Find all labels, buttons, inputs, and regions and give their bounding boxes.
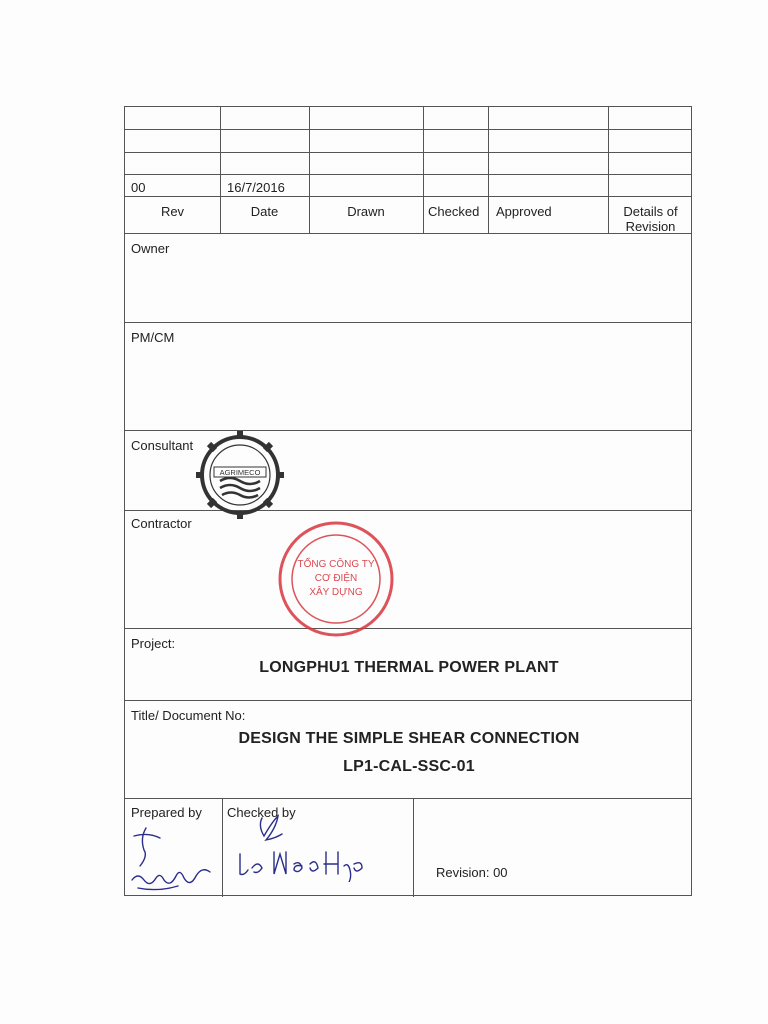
consultant-label: Consultant: [131, 438, 194, 453]
document-number: LP1-CAL-SSC-01: [343, 758, 475, 775]
rev-value: 00: [131, 180, 146, 195]
checked-by-label: Checked by: [227, 805, 296, 820]
table-rule: [125, 152, 691, 153]
date-value: 16/7/2016: [227, 180, 285, 195]
logo-text: AGRIMECO: [219, 468, 261, 477]
section-rule: [125, 700, 691, 701]
seal-line2: CƠ ĐIỆN: [314, 573, 358, 584]
company-seal-icon: [276, 519, 396, 639]
revision-number: Revision: 00: [436, 865, 508, 880]
table-rule: [125, 233, 691, 234]
contractor-label: Contractor: [131, 516, 192, 531]
prepared-signature-icon: [128, 822, 223, 902]
pmcm-label: PM/CM: [131, 330, 175, 345]
header-drawn: Drawn: [347, 204, 385, 219]
section-rule: [125, 628, 691, 629]
header-rev: Rev: [160, 204, 185, 219]
section-rule: [125, 798, 691, 799]
owner-label: Owner: [131, 241, 170, 256]
table-rule: [488, 107, 489, 233]
header-details-line1: Details of: [623, 204, 678, 219]
table-rule: [125, 129, 691, 130]
header-details-line2: Revision: [625, 219, 676, 234]
header-approved: Approved: [496, 204, 552, 219]
document-title: DESIGN THE SIMPLE SHEAR CONNECTION: [238, 730, 580, 747]
table-rule: [125, 196, 691, 197]
checked-signature-icon: [226, 812, 386, 882]
agrimeco-logo-icon: [194, 429, 286, 521]
header-date: Date: [250, 204, 279, 219]
table-rule: [423, 107, 424, 233]
project-label: Project:: [131, 636, 176, 651]
seal-line1: TỔNG CÔNG TY: [297, 559, 375, 570]
table-rule: [413, 798, 414, 897]
title-label: Title/ Document No:: [131, 708, 246, 723]
section-rule: [125, 322, 691, 323]
header-checked: Checked: [428, 204, 480, 219]
project-name: LONGPHU1 THERMAL POWER PLANT: [259, 659, 559, 676]
prepared-by-label: Prepared by: [131, 805, 202, 820]
seal-line3: XÂY DỰNG: [309, 587, 363, 598]
table-rule: [125, 174, 691, 175]
